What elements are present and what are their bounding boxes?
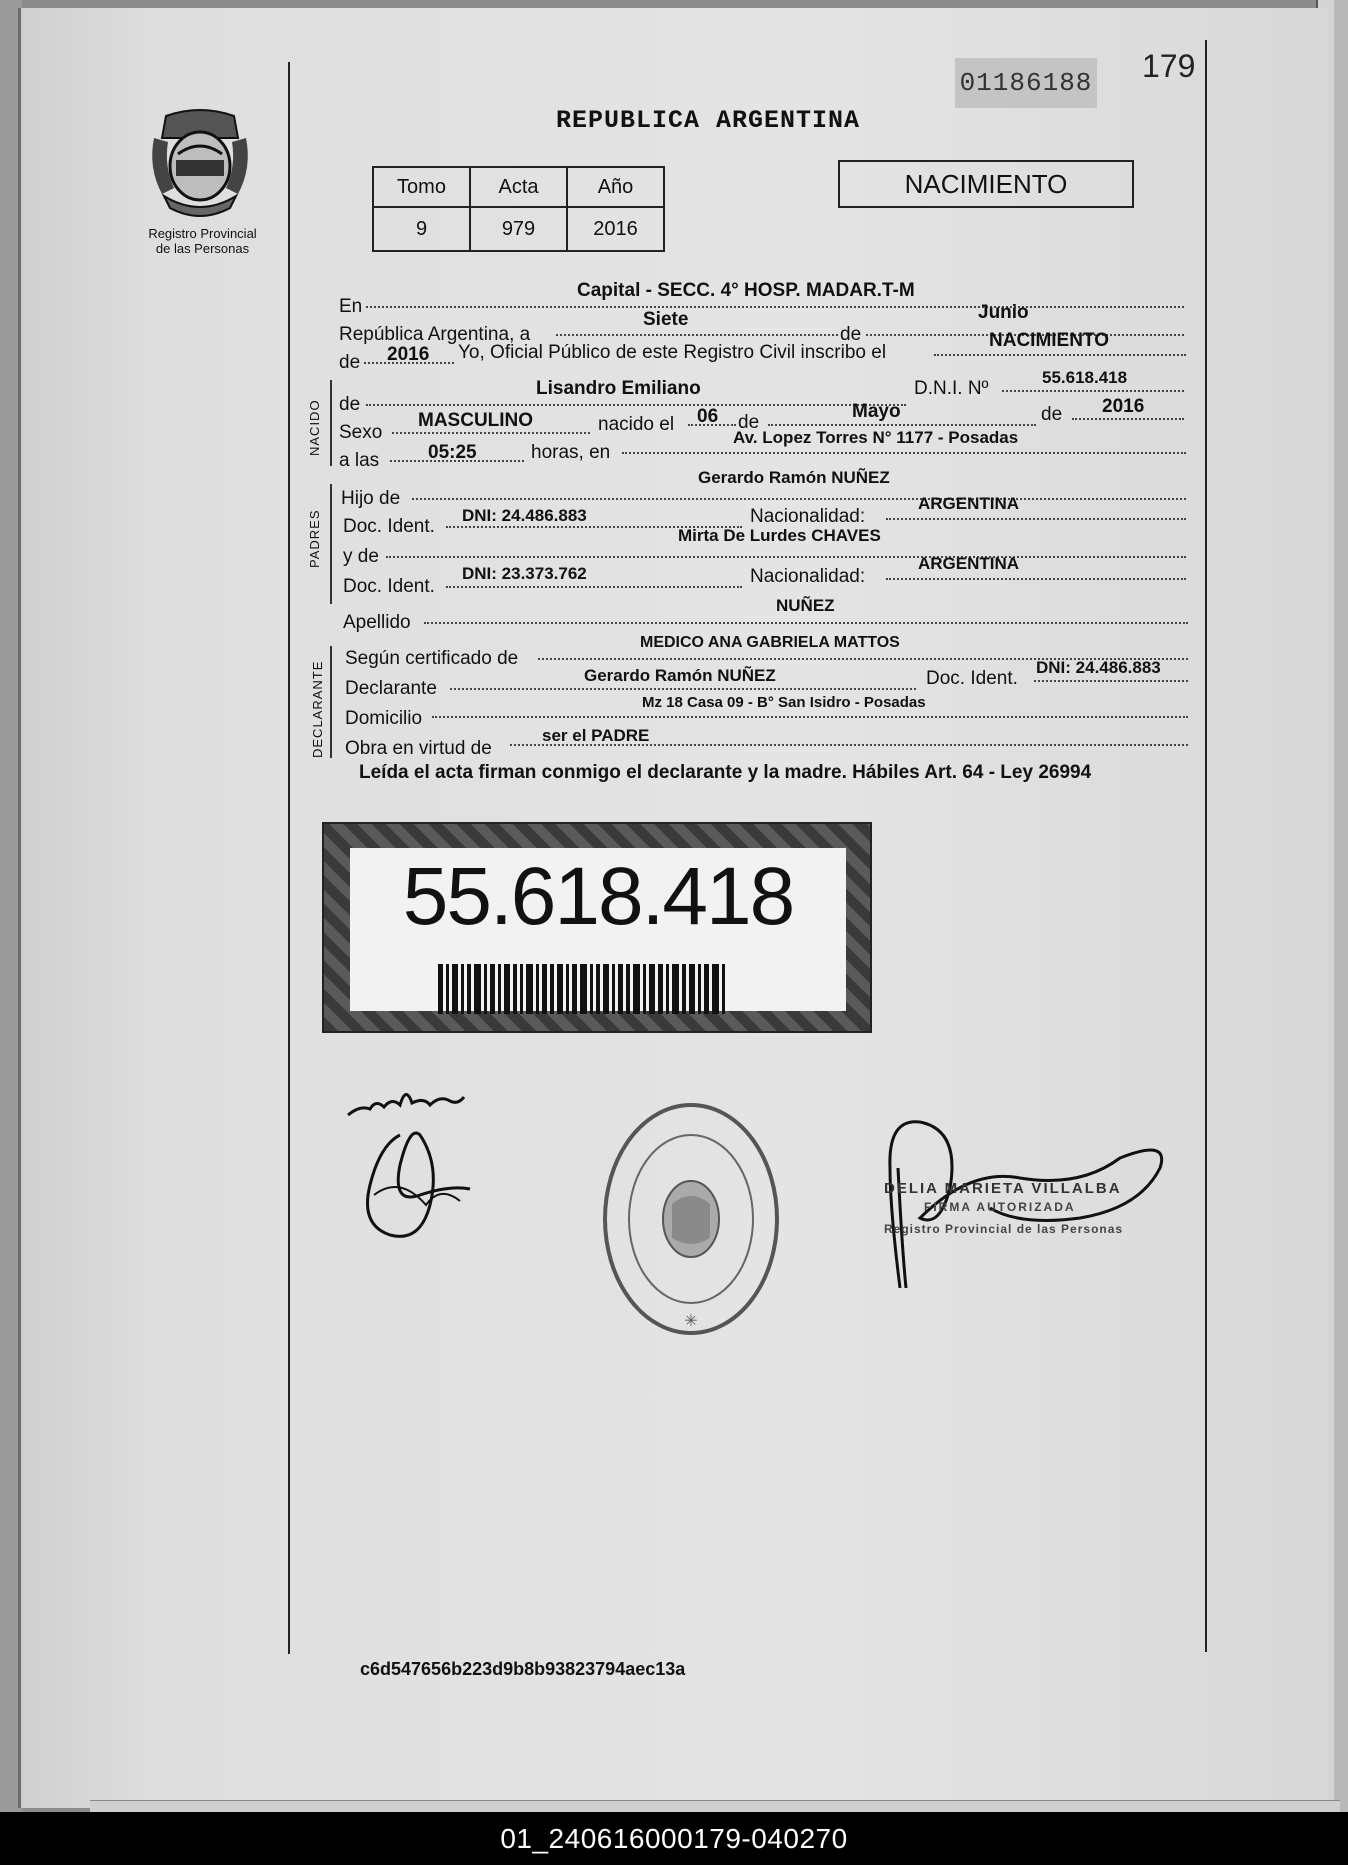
apellido-value: NUÑEZ [776, 596, 835, 615]
authority-role: FIRMA AUTORIZADA [924, 1200, 1076, 1214]
svg-text:✳: ✳ [684, 1311, 698, 1330]
horas-label: horas, en [531, 442, 611, 463]
declarante-value: Gerardo Ramón NUÑEZ [584, 666, 776, 685]
nacido-de-label-2: de [738, 412, 760, 433]
domicilio-label: Domicilio [345, 708, 423, 729]
misiones-coat-of-arms-icon [148, 108, 252, 220]
nacido-el-label: nacido el [598, 414, 675, 435]
tomo-value: 9 [373, 207, 470, 251]
record-type-box: NACIMIENTO [838, 160, 1134, 208]
month-word-value: Junio [978, 302, 1029, 323]
hijo-de-label: Hijo de [341, 488, 401, 509]
authority-name: DELIA MARIETA VILLALBA [884, 1180, 1122, 1197]
registry-seal-icon [600, 1098, 782, 1340]
y-de-label: y de [343, 546, 379, 567]
father-name-value: Gerardo Ramón NUÑEZ [698, 468, 890, 487]
barcode-icon [438, 964, 762, 1014]
inscribo-text: Yo, Oficial Público de este Registro Civil inscribo el [458, 342, 887, 363]
day-word-value: Siete [643, 309, 689, 330]
birth-time-value: 05:25 [428, 442, 477, 463]
year-value: 2016 [387, 344, 430, 365]
country-title: REPUBLICA ARGENTINA [556, 106, 861, 135]
declarante-label: Declarante [345, 678, 437, 699]
inscribo-value: NACIMIENTO [989, 330, 1109, 351]
mother-nationality-label: Nacionalidad: [750, 566, 866, 587]
father-doc-value: DNI: 24.486.883 [462, 506, 587, 525]
page-number: 179 [1142, 48, 1196, 84]
certificado-label: Según certificado de [345, 648, 519, 669]
birth-month-value: Mayo [852, 401, 901, 422]
father-nationality-label: Nacionalidad: [750, 506, 866, 527]
obra-label: Obra en virtud de [345, 738, 492, 759]
barcode-number: 55.618.418 [402, 851, 794, 942]
authority-org: Registro Provincial de las Personas [884, 1222, 1124, 1236]
nacido-de-label: de [339, 394, 361, 415]
declarante-doc-label: Doc. Ident. [926, 668, 1018, 689]
mother-name-value: Mirta De Lurdes CHAVES [678, 526, 881, 545]
child-name-value: Lisandro Emiliano [536, 378, 701, 399]
child-dni-value: 55.618.418 [1042, 368, 1128, 387]
mother-doc-value: DNI: 23.373.762 [462, 564, 587, 583]
sexo-value: MASCULINO [418, 410, 534, 431]
birth-place-value: Av. Lopez Torres N° 1177 - Posadas [733, 428, 1019, 447]
de-label-2: de [339, 352, 361, 373]
birth-year-value: 2016 [1102, 396, 1145, 417]
declarante-section-label: DECLARANTE [310, 660, 325, 758]
anio-header: Año [567, 167, 664, 207]
barcode-label [322, 822, 872, 1033]
document-hash: c6d547656b223d9b8b93823794aec13a [360, 1659, 686, 1679]
domicilio-value: Mz 18 Casa 09 - B° San Isidro - Posadas [642, 694, 926, 711]
registry-caption-line2: de las Personas [155, 241, 250, 256]
dni-label: D.N.I. Nº [914, 378, 989, 399]
scan-id-strip: 01_240616000179-040270 [0, 1812, 1348, 1865]
declarant-signature-icon [340, 1075, 500, 1245]
closing-statement: Leída el acta firman conmigo el declarante y la madre. Hábiles Art. 64 - Ley 26994 [359, 762, 1092, 783]
page-bottom-edge [90, 1800, 1340, 1812]
right-margin-line [1205, 40, 1207, 1652]
father-doc-label: Doc. Ident. [343, 516, 435, 537]
left-margin-line [288, 62, 290, 1654]
anio-value: 2016 [567, 207, 664, 251]
certificado-value: MEDICO ANA GABRIELA MATTOS [640, 634, 900, 651]
acta-value: 979 [470, 207, 567, 251]
tomo-acta-table [372, 166, 665, 252]
father-nationality-value: ARGENTINA [918, 494, 1020, 513]
birth-day-value: 06 [697, 406, 719, 427]
republica-label: República Argentina, a [339, 324, 531, 345]
en-label: En [339, 296, 363, 317]
nacido-section-label: NACIDO [307, 399, 322, 456]
de-label-1: de [840, 324, 862, 345]
a-las-label: a las [339, 450, 380, 471]
serial-number: 01186188 [955, 58, 1097, 108]
place-value: Capital - SECC. 4° HOSP. MADAR.T-M [577, 280, 915, 301]
mother-nationality-value: ARGENTINA [918, 554, 1020, 573]
sexo-label: Sexo [339, 422, 383, 443]
tomo-header: Tomo [373, 167, 470, 207]
nacido-de-label-3: de [1041, 404, 1063, 425]
registry-caption [130, 226, 275, 256]
acta-header: Acta [470, 167, 567, 207]
padres-section-label: PADRES [307, 509, 322, 568]
registry-caption-line1: Registro Provincial [148, 226, 257, 241]
declarante-doc-value: DNI: 24.486.883 [1036, 658, 1161, 677]
mother-doc-label: Doc. Ident. [343, 576, 435, 597]
apellido-label: Apellido [343, 612, 411, 633]
obra-value: ser el PADRE [542, 726, 650, 745]
